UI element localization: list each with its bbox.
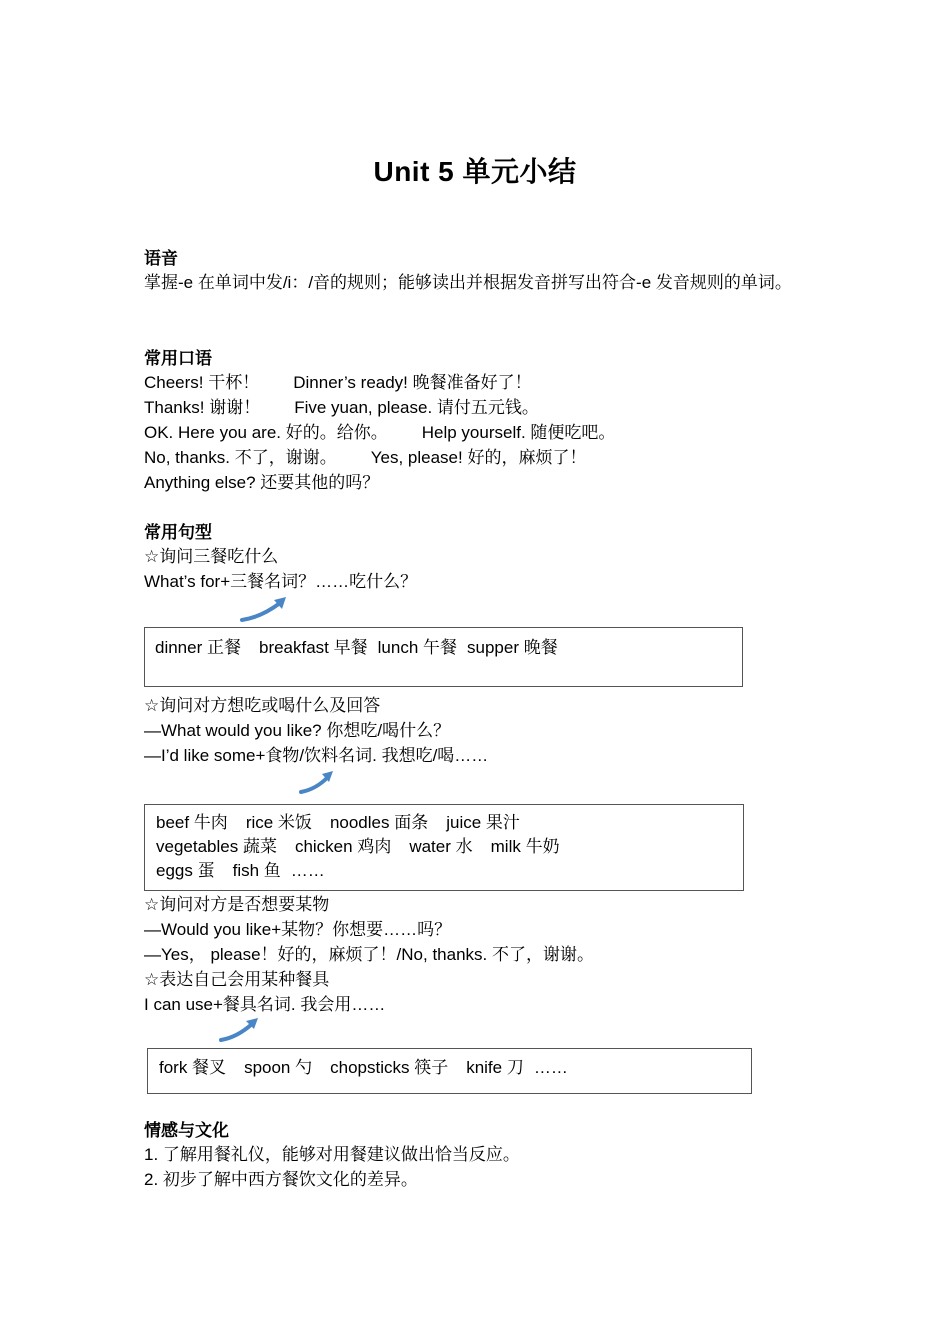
culture-heading: 情感与文化: [144, 1121, 229, 1140]
word: milk 牛奶: [490, 837, 560, 856]
arrow-icon: [298, 768, 338, 796]
pattern-title: ☆表达自己会用某种餐具: [144, 970, 330, 989]
oral-phrase: Cheers! 干杯！: [144, 373, 260, 392]
oral-row: [144, 470, 379, 495]
word: rice 米饭: [245, 813, 312, 832]
oral-phrase: Help yourself. 随便吃吧。: [421, 423, 616, 442]
culture-item: 2. 初步了解中西方餐饮文化的差异。: [144, 1170, 418, 1189]
word: supper 晚餐: [467, 638, 558, 657]
pattern-title: ☆询问对方想吃或喝什么及回答: [144, 696, 381, 715]
pattern-answer: —Yes， please！好的，麻烦了！/No, thanks. 不了，谢谢。: [144, 945, 594, 964]
phonics-heading: 语音: [144, 249, 178, 268]
pattern-line: What’s for+三餐名词？……吃什么？: [144, 572, 418, 591]
oral-row: [144, 370, 532, 395]
word: ……: [533, 1058, 568, 1077]
oral-phrase: OK. Here you are. 好的。给你。: [144, 423, 388, 442]
word-row: [156, 859, 732, 883]
word: beef 牛肉: [156, 813, 228, 832]
tableware-words-box: [147, 1048, 752, 1094]
oral-heading: 常用口语: [144, 349, 212, 368]
oral-row: [144, 420, 615, 445]
pattern-question: —What would you like? 你想吃/喝什么？: [144, 721, 451, 740]
word: noodles 面条: [329, 813, 429, 832]
word: spoon 勺: [244, 1058, 313, 1077]
word: eggs 蛋: [156, 861, 215, 880]
pattern-title: ☆询问三餐吃什么: [144, 547, 279, 566]
oral-phrase: Anything else? 还要其他的吗？: [144, 473, 380, 492]
word-row: [156, 835, 732, 859]
word: water 水: [409, 837, 473, 856]
patterns-heading: 常用句型: [144, 523, 212, 542]
word-row: [156, 811, 732, 835]
phonics-text: 掌握-e 在单词中发/i：/音的规则；能够读出并根据发音拼写出符合-e 发音规则的单词。: [144, 273, 792, 292]
oral-phrase: No, thanks. 不了，谢谢。: [144, 448, 337, 467]
word: lunch 午餐: [377, 638, 458, 657]
word: fork 餐叉: [159, 1058, 227, 1077]
word: ……: [290, 861, 325, 880]
meal-words-box: [144, 627, 743, 687]
culture-item: 1. 了解用餐礼仪，能够对用餐建议做出恰当反应。: [144, 1145, 520, 1164]
arrow-icon: [238, 594, 294, 624]
pattern-line: I can use+餐具名词. 我会用……: [144, 995, 386, 1014]
oral-phrase: Thanks! 谢谢！: [144, 398, 261, 417]
word: dinner 正餐: [155, 638, 241, 657]
word: vegetables 蔬菜: [156, 837, 277, 856]
pattern-title: ☆询问对方是否想要某物: [144, 895, 330, 914]
word: chopsticks 筷子: [330, 1058, 449, 1077]
word: knife 刀: [466, 1058, 524, 1077]
word: breakfast 早餐: [258, 638, 368, 657]
pattern-answer: —I’d like some+食物/饮料名词. 我想吃/喝……: [144, 746, 489, 765]
word: fish 鱼: [232, 861, 281, 880]
oral-row: [144, 395, 539, 420]
page-title: Unit 5 单元小结: [373, 156, 577, 187]
oral-row: [144, 445, 586, 470]
pattern-question: —Would you like+某物？你想要……吗？: [144, 920, 452, 939]
oral-phrase: Five yuan, please. 请付五元钱。: [294, 398, 539, 417]
food-words-box: [144, 804, 744, 891]
oral-phrase: Dinner’s ready! 晚餐准备好了！: [293, 373, 532, 392]
word: juice 果汁: [446, 813, 520, 832]
oral-phrase: Yes, please! 好的，麻烦了！: [370, 448, 587, 467]
arrow-icon: [218, 1016, 264, 1044]
word: chicken 鸡肉: [294, 837, 392, 856]
